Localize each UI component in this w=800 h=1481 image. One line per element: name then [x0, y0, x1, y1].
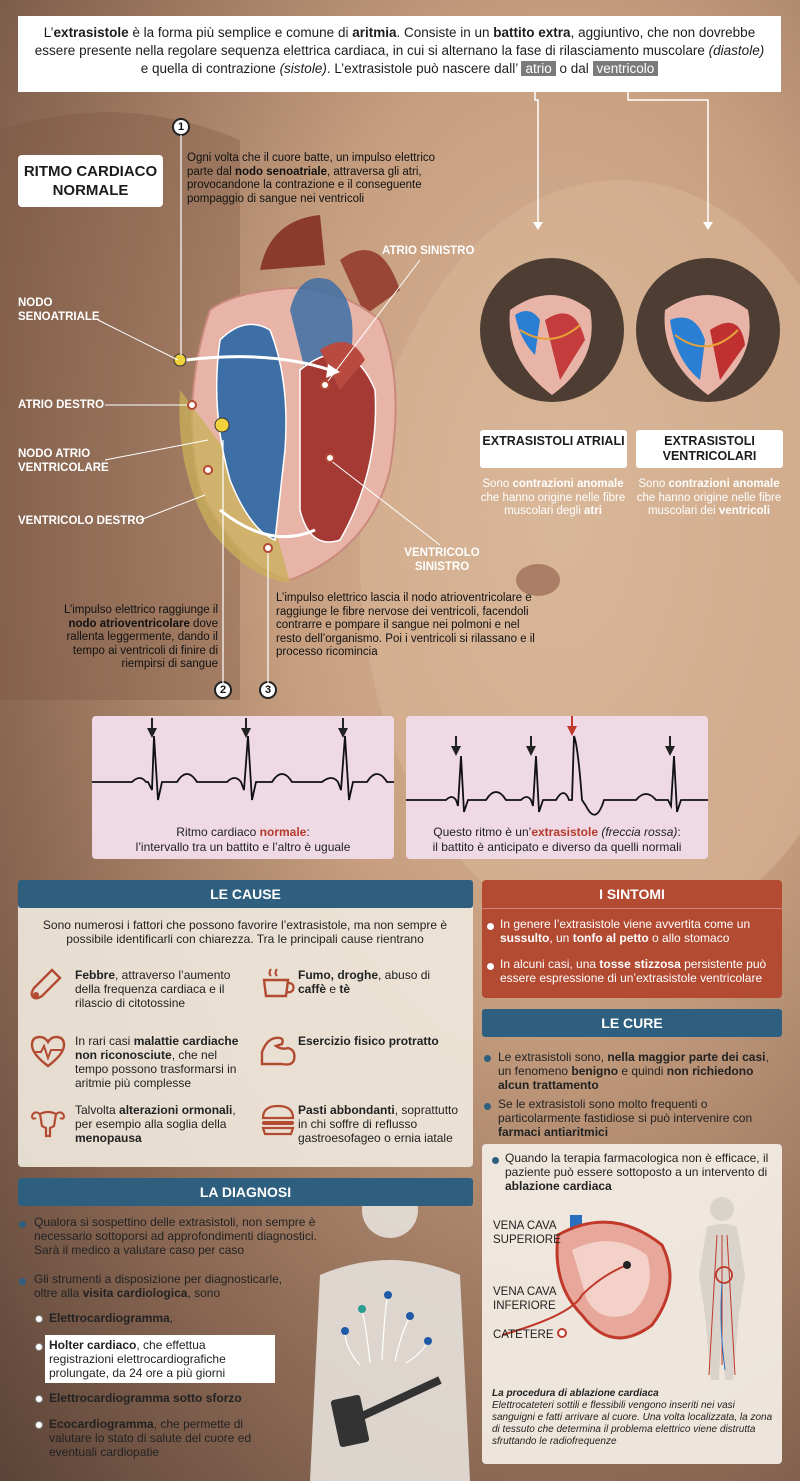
cause-item-malattie: In rari casi malattie cardiache non riconosciute, che nel tempo possono trasformarsi in aritmie più complesse — [75, 1034, 239, 1090]
ecg-extrasystole-trace — [406, 716, 708, 816]
diagnosi-tool-ecg: Elettrocardiogramma, — [49, 1311, 174, 1325]
ecg-extrasystole-panel — [406, 716, 708, 859]
label-atrio-sinistro: ATRIO SINISTRO — [382, 245, 475, 257]
sintomi-item-2: In alcuni casi, una tosse stizzosa persistente può essere espressione di un’extrasistole ventricolare — [500, 957, 767, 985]
bullet — [487, 963, 494, 970]
diagnosi-tool-eco: Ecocardiogramma, che permette di valutare lo stato di salute del cuore ed eventuali cardiopatie — [49, 1417, 252, 1459]
diagnosi-header: LA DIAGNOSI — [18, 1178, 473, 1206]
ecg-normal-trace — [92, 716, 394, 816]
extrasistoli-atriali-title: EXTRASISTOLI ATRIALI — [480, 430, 627, 468]
heart-rate-icon — [28, 1032, 68, 1077]
burger-icon — [258, 1100, 298, 1145]
bullet — [35, 1421, 43, 1429]
bullet — [484, 1055, 491, 1062]
diagnosi-tool-sforzo: Elettrocardiogramma sotto sforzo — [49, 1391, 242, 1405]
bullet — [484, 1103, 491, 1110]
extrasistoli-atriali-text: Sono contrazioni anomale che hanno origine nelle fibre muscolari degli atri — [480, 478, 626, 517]
intro-text: L’extrasistole è la forma più semplice e comune di aritmia. Consiste in un battito extra, aggiuntivo, che non dovrebbe essere presente nella regolare sequenza elettrica cardiaca, in cui si alternano la fase di rilasciamento muscolare (diastole) e quella di contrazione (sistole). L’extrasistole può nascere dall’ atrio o dal ventricolo — [18, 16, 781, 92]
uterus-icon — [28, 1100, 68, 1145]
step-1-caption: Ogni volta che il cuore batte, un impulso elettrico parte dal nodo senoatriale, attraversa gli atri, provocandone la contrazione e il conseguente pompaggio di sangue nei ventricoli — [187, 152, 436, 205]
cure-header: LE CURE — [482, 1009, 782, 1037]
extrasistoli-ventricolari-text: Sono contrazioni anomale che hanno origine nelle fibre muscolari dei ventricoli — [636, 478, 782, 517]
label-vena-cava-inferiore: VENA CAVA INFERIORE — [493, 1286, 556, 1312]
bullet — [19, 1221, 26, 1228]
ecg-normal-caption: Ritmo cardiaco normale: l’intervallo tra un battito e l’altro è uguale — [135, 825, 351, 854]
bullet — [35, 1315, 43, 1323]
bullet — [492, 1157, 499, 1164]
cause-item-febbre: Febbre, attraverso l’aumento della frequenza cardiaca e il rilascio di citotossine — [75, 968, 231, 1010]
label-atrio-destro: ATRIO DESTRO — [18, 399, 105, 411]
cause-item-esercizio: Esercizio fisico protratto — [298, 1034, 439, 1048]
label-ventricolo-sinistro: VENTRICOLO SINISTRO — [404, 547, 480, 573]
page-title: RITMO CARDIACO NORMALE — [18, 155, 163, 207]
label-nodo-senoatriale: NODO SENOATRIALE — [18, 297, 100, 323]
atrio-highlight: atrio — [521, 61, 555, 76]
ecg-extrasystole-caption: Questo ritmo è un’extrasistole (freccia rossa): il battito è anticipato e diverso da quelli normali — [432, 825, 682, 854]
ventricolo-highlight: ventricolo — [593, 61, 659, 76]
cause-item-pasti: Pasti abbondanti, soprattutto in chi soffre di reflusso gastroesofageo o ernia iatale — [298, 1103, 459, 1145]
bullet — [35, 1343, 43, 1351]
bullet — [19, 1278, 26, 1285]
diagnosi-item-1: Qualora si sospettino delle extrasistoli, non sempre è necessario sottoporsi ad approfondimenti diagnostici. Sarà il medico a valutare caso per caso — [34, 1215, 317, 1257]
cause-intro: Sono numerosi i fattori che possono favorire l’extrasistole, ma non sempre è possibile identificarli con chiarezza. Tra le principali cause rientrano — [42, 918, 448, 946]
sintomi-item-1: In genere l’extrasistole viene avvertita come un sussulto, un tonfo al petto o allo stomaco — [500, 917, 751, 945]
coffee-cup-icon — [258, 964, 298, 1009]
bullet — [487, 923, 494, 930]
bullet — [35, 1395, 43, 1403]
step-1-badge: 1 — [172, 118, 190, 136]
ecg-normal-panel — [92, 716, 394, 859]
step-3-caption: L’impulso elettrico lascia il nodo atrioventricolare e raggiunge le fibre nervose dei ventricoli, facendoli contrarre e pompare il sangue nei polmoni e nel resto dell’organismo. Poi i ventricoli si rilassano e il processo ricomincia — [276, 592, 535, 658]
cure-item-2: Se le extrasistoli sono molto frequenti o particolarmente fastidiose si può intervenire con farmaci antiaritmici — [498, 1097, 753, 1139]
step-2-badge: 2 — [214, 681, 232, 699]
sintomi-header: I SINTOMI — [482, 880, 782, 909]
cure-item-3: Quando la terapia farmacologica non è efficace, il paziente può essere sottoposto a un intervento di ablazione cardiaca — [505, 1151, 769, 1193]
label-ventricolo-destro: VENTRICOLO DESTRO — [18, 515, 145, 527]
extrasystole-hearts — [480, 240, 790, 420]
ablazione-caption: La procedura di ablazione cardiaca Elettrocateteri sottili e flessibili vengono inseriti nei vasi sanguigni e fatti arrivare al cuore. Una volta localizzata, la zona di tessuto che determina il problema elettrico viene distrutta sfruttando le radiofrequenze — [492, 1388, 773, 1447]
label-vena-cava-superiore: VENA CAVA SUPERIORE — [493, 1220, 561, 1246]
step-2-caption: L’impulso elettrico raggiunge il nodo atrioventricolare dove rallenta leggermente, dando il tempo ai ventricoli di finire di riempirsi di sangue — [63, 604, 218, 670]
cure-item-1: Le extrasistoli sono, nella maggior parte dei casi, un fenomeno benigno e quindi non richiedono alcun trattamento — [498, 1050, 769, 1092]
step-3-badge: 3 — [259, 681, 277, 699]
diagnosi-tool-holter: Holter cardiaco, che effettua registrazioni elettrocardiografiche prolungate, da 24 ore a più giorni — [45, 1335, 275, 1383]
label-catetere: CATETERE — [493, 1329, 554, 1341]
label-nodo-atrioventricolare: NODO ATRIO VENTRICOLARE — [18, 448, 109, 474]
cause-item-ormonali: Talvolta alterazioni ormonali, per esempio alla soglia della menopausa — [75, 1103, 236, 1145]
cause-header: LE CAUSE — [18, 880, 473, 908]
thermometer-icon — [28, 964, 68, 1009]
muscle-arm-icon — [258, 1030, 298, 1075]
extrasistoli-ventricolari-title: EXTRASISTOLI VENTRICOLARI — [636, 430, 783, 468]
diagnosi-item-2: Gli strumenti a disposizione per diagnosticarle, oltre alla visita cardiologica, sono — [34, 1272, 283, 1300]
cause-item-fumo: Fumo, droghe, abuso di caffè e tè — [298, 968, 431, 996]
